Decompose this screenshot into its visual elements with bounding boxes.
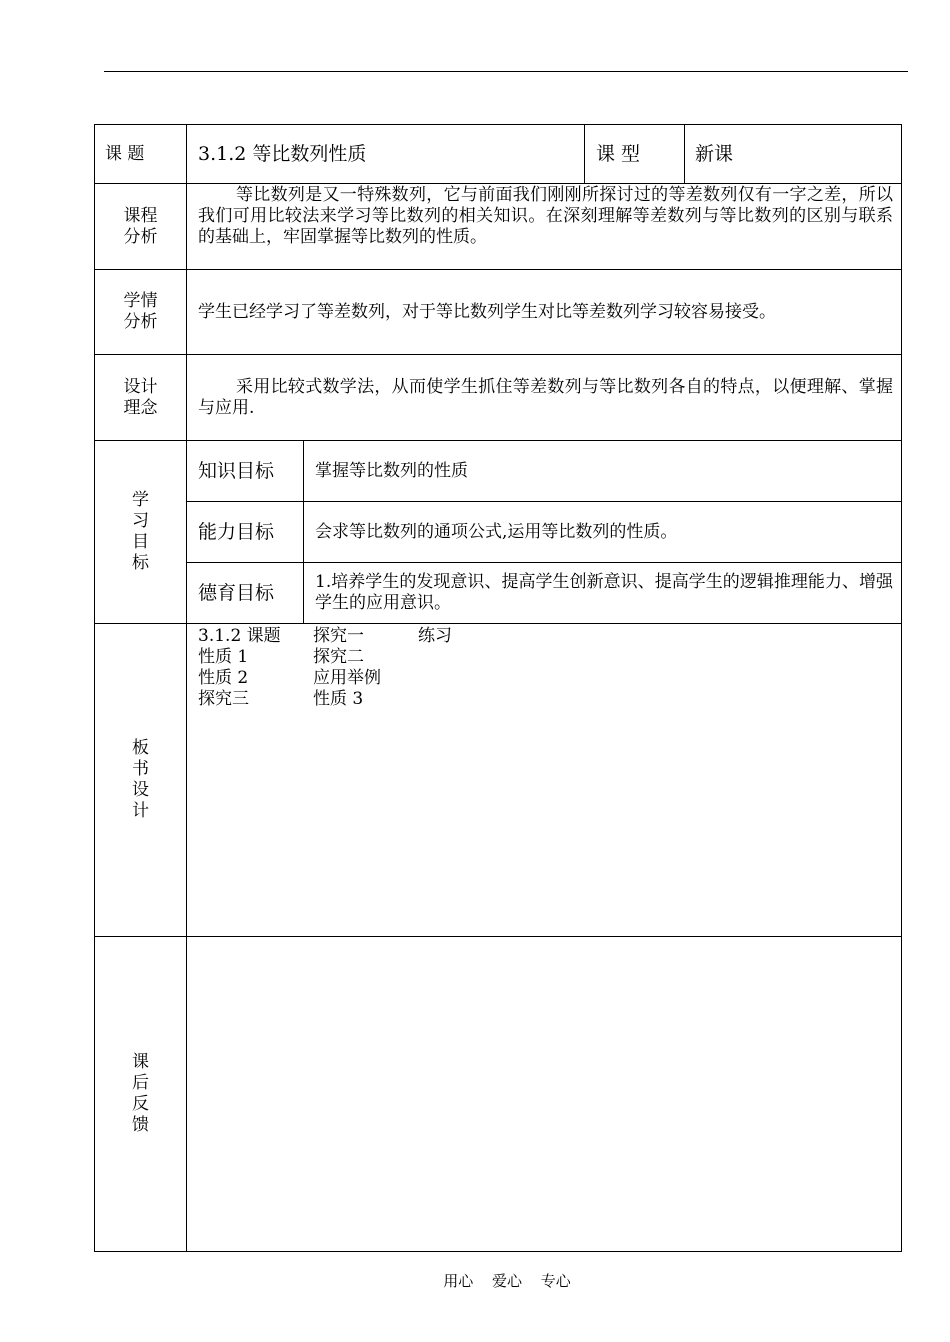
course-type-label: 课 型 — [585, 125, 685, 184]
design-concept-row — [95, 355, 902, 441]
board-line — [198, 689, 901, 710]
objective-moral-row — [95, 563, 902, 624]
objective-knowledge-row — [95, 441, 902, 502]
lesson-plan-table — [94, 124, 902, 1252]
board-line — [198, 626, 901, 647]
board-item: 练习 — [418, 626, 452, 646]
board-design-label: 板 书 设 计 — [95, 624, 187, 937]
board-item: 探究一 — [313, 626, 364, 646]
header-rule — [104, 71, 908, 72]
student-analysis-row — [95, 270, 902, 355]
board-item: 性质 1 — [198, 647, 249, 667]
board-line — [198, 647, 901, 668]
knowledge-objective-label: 知识目标 — [187, 441, 304, 502]
footer-text: 专心 — [540, 1272, 571, 1290]
board-design-content — [187, 624, 902, 937]
board-item: 3.1.2 课题 — [198, 626, 281, 646]
board-item: 应用举例 — [313, 668, 381, 688]
board-item: 性质 3 — [313, 689, 364, 709]
ability-objective-text: 会求等比数列的通项公式,运用等比数列的性质。 — [304, 502, 902, 563]
footer-text: 爱心 — [491, 1272, 522, 1290]
board-item: 性质 2 — [198, 668, 249, 688]
feedback-row — [95, 937, 902, 1252]
course-analysis-row — [95, 184, 902, 270]
student-analysis-label: 学情 分析 — [95, 270, 187, 355]
objective-ability-row — [95, 502, 902, 563]
topic-label: 课 题 — [95, 125, 187, 184]
feedback-content — [187, 937, 902, 1252]
footer-text: 用心 — [443, 1272, 474, 1290]
knowledge-objective-text: 掌握等比数列的性质 — [304, 441, 902, 502]
board-item: 探究二 — [313, 647, 364, 667]
course-analysis-label: 课程 分析 — [95, 184, 187, 270]
moral-objective-text: 1.培养学生的发现意识、提高学生创新意识、提高学生的逻辑推理能力、增强学生的应用意识。 — [304, 563, 902, 624]
course-type-value: 新课 — [685, 125, 902, 184]
topic-row — [95, 125, 902, 184]
course-analysis-text: 等比数列是又一特殊数列，它与前面我们刚刚所探讨过的等差数列仅有一字之差，所以我们可用比较法来学习等比数列的相关知识。在深刻理解等差数列与等比数列的区别与联系的基础上，牢固掌握等比数列的性质。 — [187, 184, 902, 270]
moral-objective-label: 德育目标 — [187, 563, 304, 624]
board-item: 探究三 — [198, 689, 249, 709]
ability-objective-label: 能力目标 — [187, 502, 304, 563]
design-concept-text: 采用比较式数学法，从而使学生抓住等差数列与等比数列各自的特点，以便理解、掌握与应用. — [187, 355, 902, 441]
student-analysis-text: 学生已经学习了等差数列，对于等比数列学生对比等差数列学习较容易接受。 — [187, 270, 902, 355]
design-concept-label: 设计 理念 — [95, 355, 187, 441]
board-line — [198, 668, 901, 689]
feedback-label: 课 后 反 馈 — [95, 937, 187, 1252]
objectives-label: 学 习 目 标 — [95, 441, 187, 624]
board-design-row — [95, 624, 902, 937]
page-footer — [0, 1270, 950, 1291]
topic-value: 3.1.2 等比数列性质 — [187, 125, 585, 184]
